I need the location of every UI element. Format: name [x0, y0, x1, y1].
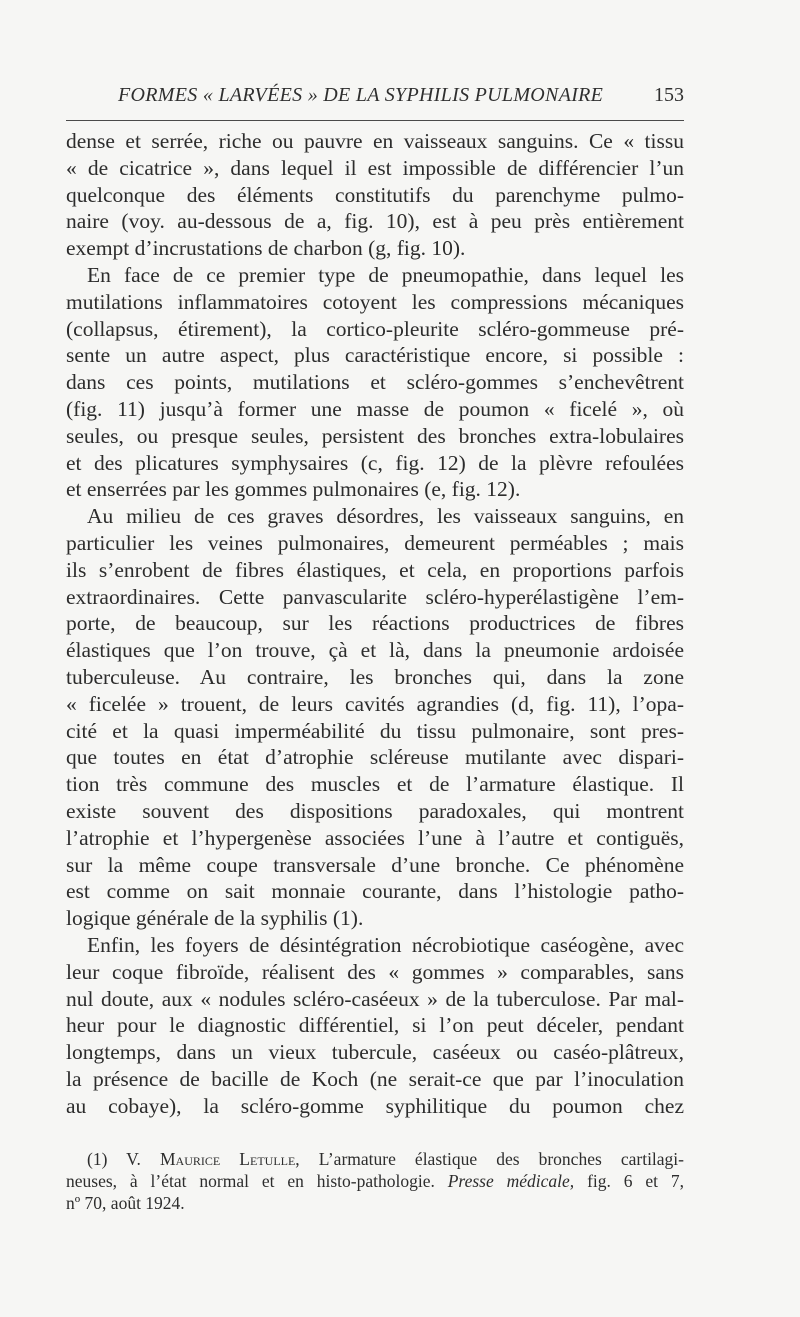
text-line: au cobaye), la scléro-gomme syphilitique du poumon chez	[66, 1093, 684, 1118]
text-line: Au milieu de ces graves désordres, les vaisseaux sanguins, en	[87, 504, 684, 529]
footnote-line-1	[66, 1148, 684, 1170]
footnote-figures: fig. 6 et 7,	[587, 1171, 684, 1191]
text-line: porte, de beaucoup, sur les réactions productrices de fibres	[66, 611, 684, 636]
text-line: cité et la quasi imperméabilité du tissu pulmonaire, sont pres-	[66, 718, 684, 743]
text-line: est comme on sait monnaie courante, dans l’histologie patho-	[66, 879, 684, 904]
running-title: FORMES « LARVÉES » DE LA SYPHILIS PULMONAIRE	[118, 84, 604, 106]
text-line: (fig. 11) jusqu’à former une masse de poumon « ficelé », où	[66, 396, 684, 421]
text-line: ils s’enrobent de fibres élastiques, et cela, en proportions parfois	[66, 557, 684, 582]
footnote-journal: Presse médicale,	[447, 1171, 575, 1191]
text-line: l’atrophie et l’hypergenèse associées l’une à l’autre et contiguës,	[66, 825, 684, 850]
text-line: dans ces points, mutilations et scléro-gommes s’enchevêtrent	[66, 370, 684, 395]
text-line: et des plicatures symphysaires (c, fig. 12) de la plèvre refoulées	[66, 450, 684, 475]
text-line: tion très commune des muscles et de l’armature élastique. Il	[66, 772, 684, 797]
text-line: leur coque fibroïde, réalisent des « gommes » comparables, sans	[66, 959, 684, 984]
text-line: « de cicatrice », dans lequel il est impossible de différencier l’un	[66, 155, 684, 180]
text-line: tuberculeuse. Au contraire, les bronches qui, dans la zone	[66, 664, 684, 689]
text-line: logique générale de la syphilis (1).	[66, 906, 364, 931]
text-line: et enserrées par les gommes pulmonaires (e, fig. 12).	[66, 477, 521, 502]
text-line: existe souvent des dispositions paradoxales, qui montrent	[66, 798, 684, 823]
text-line: particulier les veines pulmonaires, demeurent perméables ; mais	[66, 530, 684, 555]
text-line: quelconque des éléments constitutifs du parenchyme pulmo-	[66, 182, 684, 207]
footnote-marker: (1) V.	[87, 1149, 141, 1169]
body-text	[66, 128, 684, 1119]
paragraph-3	[66, 503, 684, 932]
text-line: mutilations inflammatoires cotoyent les compressions mécaniques	[66, 289, 684, 314]
text-line: seules, ou presque seules, persistent des bronches extra-lobulaires	[66, 423, 684, 448]
text-line: Enfin, les foyers de désintégration nécrobiotique caséogène, avec	[87, 932, 684, 957]
text-line: longtemps, dans un vieux tubercule, caséeux ou caséo-plâtreux,	[66, 1040, 684, 1065]
footnote-title-cont: neuses, à l’état normal et en histo-pathologie.	[66, 1171, 435, 1191]
paragraph-4	[66, 932, 684, 1120]
text-line: que toutes en état d’atrophie scléreuse mutilante avec dispari-	[66, 745, 684, 770]
page-number: 153	[654, 84, 684, 106]
text-line: extraordinaires. Cette panvascularite scléro-hyperélastigène l’em-	[66, 584, 684, 609]
text-line: sente un autre aspect, plus caractéristique encore, si possible :	[66, 343, 684, 368]
running-head	[66, 82, 684, 114]
text-line: nul doute, aux « nodules scléro-caséeux » de la tuberculose. Par mal-	[66, 986, 684, 1011]
paragraph-1	[66, 128, 684, 262]
text-line: sur la même coupe transversale d’une bronche. Ce phénomène	[66, 852, 684, 877]
header-rule	[66, 120, 684, 121]
footnote-line-3: nº 70, août 1924.	[66, 1193, 185, 1213]
text-line: (collapsus, étirement), la cortico-pleurite scléro-gommeuse pré-	[66, 316, 684, 341]
text-line: la présence de bacille de Koch (ne serait-ce que par l’inoculation	[66, 1066, 684, 1091]
paragraph-2	[66, 262, 684, 503]
footnote-line-2	[66, 1170, 684, 1192]
footnote-title: L’armature élastique des bronches cartilagi-	[318, 1149, 684, 1169]
text-line: En face de ce premier type de pneumopathie, dans lequel les	[87, 262, 684, 287]
text-line: élastiques que l’on trouve, çà et là, dans la pneumonie ardoisée	[66, 638, 684, 663]
footnote	[66, 1148, 684, 1214]
text-line: dense et serrée, riche ou pauvre en vaisseaux sanguins. Ce « tissu	[66, 129, 684, 153]
text-line: exempt d’incrustations de charbon (g, fig. 10).	[66, 236, 466, 261]
text-line: naire (voy. au-dessous de a, fig. 10), est à peu près entièrement	[66, 209, 684, 234]
footnote-author: Maurice Letulle,	[160, 1149, 300, 1169]
text-line: « ficelée » trouent, de leurs cavités agrandies (d, fig. 11), l’opa-	[66, 691, 684, 716]
text-line: heur pour le diagnostic différentiel, si l’on peut déceler, pendant	[66, 1013, 684, 1038]
